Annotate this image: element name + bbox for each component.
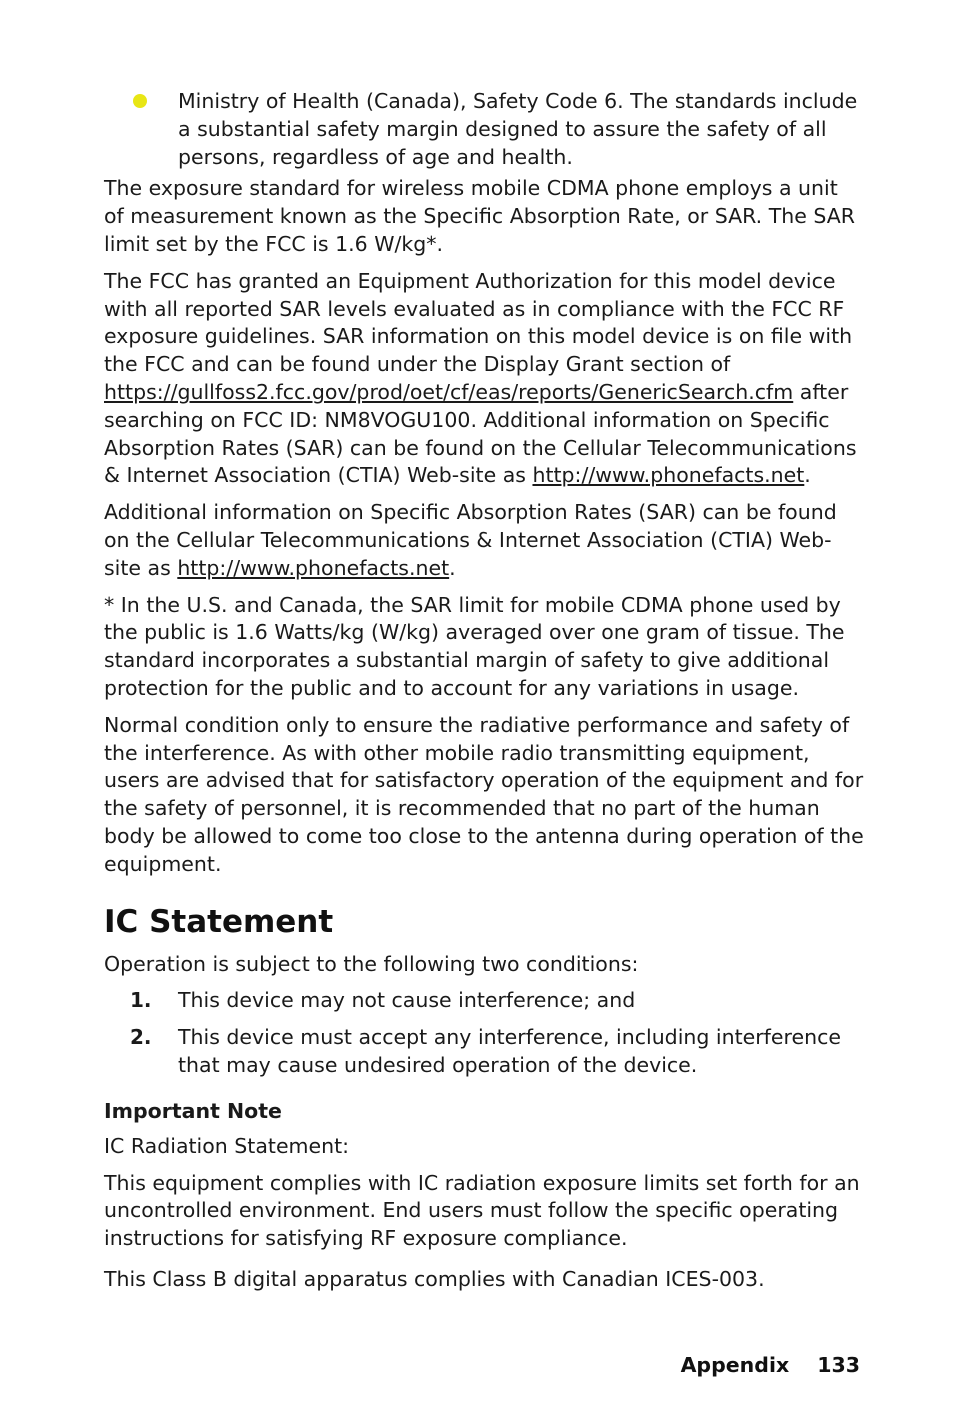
fcc-text-before-link: The FCC has granted an Equipment Authorization for this model device with all reported SAR levels evaluated as in compliance with the FCC RF exposure guidelines. SAR information on this model device is on file with the FCC and can be found under the Display Grant section of: [104, 268, 853, 377]
additional-end-period: .: [449, 555, 456, 580]
fcc-paragraph: [104, 268, 864, 490]
phonefacts-link-2[interactable]: http://www.phonefacts.net: [177, 555, 450, 580]
page-number: 133: [817, 1353, 860, 1377]
bullet-list-item: [104, 88, 864, 171]
important-note-heading: Important Note: [104, 1098, 282, 1123]
exposure-paragraph: The exposure standard for wireless mobile CDMA phone employs a unit of measurement known as the Specific Absorption Rate, or SAR. The SAR limit set by the FCC is 1.6 W/kg*.: [104, 176, 855, 256]
ic-condition-item: [104, 987, 864, 1015]
document-page: [104, 88, 864, 1303]
additional-info-paragraph: [104, 499, 864, 582]
ic-condition-item: [104, 1024, 864, 1080]
ic-condition-number: 1.: [130, 988, 152, 1013]
ic-radiation-label: IC Radiation Statement:: [104, 1133, 350, 1158]
fcc-text-after-link: after searching on FCC ID: NM8VOGU100. Additional information on Specific Absorption Rates (SAR) can be found on the Cellular Telecommunications & Internet Association (CTIA) Web-site as: [104, 379, 857, 488]
phonefacts-link[interactable]: http://www.phonefacts.net: [532, 463, 805, 488]
bullet-text: Ministry of Health (Canada), Safety Code 6. The standards include a substantial safety margin designed to assure the safety of all persons, regardless of age and health.: [178, 89, 858, 169]
class-b-statement: This Class B digital apparatus complies with Canadian ICES-003.: [104, 1266, 765, 1291]
ic-radiation-text: This equipment complies with IC radiation exposure limits set forth for an uncontrolled environment. End users must follow the specific operating instructions for satisfying RF exposure compliance.: [104, 1170, 860, 1251]
bullet-dot-icon: [133, 94, 147, 108]
additional-info-text: Additional information on Specific Absorption Rates (SAR) can be found on the Cellular Telecommunications & Internet Association (CTIA) Web-site as: [104, 500, 837, 580]
footnote-paragraph: * In the U.S. and Canada, the SAR limit for mobile CDMA phone used by the public is 1.6 Watts/kg (W/kg) averaged over one gram of tissue. The standard incorporates a substantial margin of safety to give additional protection for the public and to account for any variations in usage.: [104, 592, 845, 700]
footer-section-name: Appendix: [680, 1353, 790, 1377]
ic-intro: Operation is subject to the following two conditions:: [104, 951, 639, 976]
ic-statement-heading: IC Statement: [104, 903, 334, 940]
fcc-grant-link[interactable]: https://gullfoss2.fcc.gov/prod/oet/cf/eas/reports/GenericSearch.cfm: [104, 379, 794, 404]
ic-condition-number: 2.: [130, 1025, 152, 1050]
normal-condition-paragraph: Normal condition only to ensure the radiative performance and safety of the interference. As with other mobile radio transmitting equipment, users are advised that for satisfactory operation of the equipment and for the safety of personnel, it is recommended that no part of the human body be allowed to come too close to the antenna during operation of the equipment.: [104, 712, 864, 876]
fcc-end-period: .: [804, 463, 811, 488]
ic-condition-text: This device must accept any interference, including interference that may cause undesired operation of the device.: [178, 1025, 841, 1077]
page-footer: [681, 1352, 860, 1379]
ic-condition-text: This device may not cause interference; and: [178, 988, 636, 1013]
